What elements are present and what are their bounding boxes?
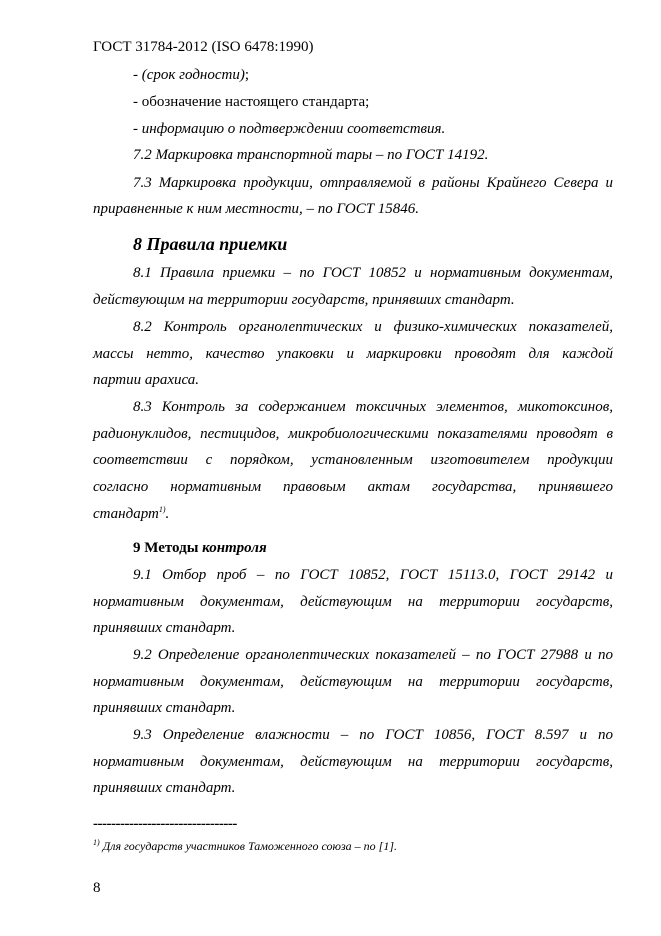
clause-9-2-line-3: принявших стандарт. [93, 700, 236, 716]
section-9-title-b: контроля [202, 540, 267, 556]
clause-7-2: 7.2 Маркировка транспортной тары – по ГОСТ 14192. [133, 147, 489, 163]
list-item-shelf-life-text: (срок годности) [141, 67, 245, 83]
clause-9-3-line-1: 9.3 Определение влажности – по ГОСТ 10856, ГОСТ 8.597 и по [133, 727, 613, 743]
clause-7-3-line-2: приравненные к ним местности, – по ГОСТ 15846. [93, 201, 420, 217]
list-item-conformity-info: - информацию о подтверждении соответствия. [133, 121, 446, 137]
clause-8-3-line-2: радионуклидов, пестицидов, микробиологическими показателями проводят в [93, 426, 613, 442]
clause-8-3-text-end: стандарт [93, 506, 159, 522]
footnote-separator: -------------------------------- [93, 816, 237, 832]
clause-8-3-line-3: соответствии с порядком, установленным изготовителем продукции [93, 452, 613, 468]
clause-9-3-line-2: нормативным документам, действующим на территории государств, [93, 754, 613, 770]
clause-9-1-line-3: принявших стандарт. [93, 620, 236, 636]
clause-7-3-line-1: 7.3 Маркировка продукции, отправляемой в районы Крайнего Севера и [133, 175, 613, 191]
footnote-text: Для государств участников Таможенного союза – по [1]. [99, 839, 397, 853]
footnote-reference: 1) [158, 505, 166, 514]
clause-9-2-line-1: 9.2 Определение органолептических показателей – по ГОСТ 27988 и по [133, 647, 613, 663]
clause-8-1-line-2: действующим на территории государств, принявших стандарт. [93, 292, 515, 308]
clause-8-3-period: . [165, 506, 170, 522]
clause-8-2-line-3: партии арахиса. [93, 372, 200, 388]
page-number: 8 [93, 880, 101, 896]
list-item-standard-designation: - обозначение настоящего стандарта; [133, 94, 370, 110]
section-9-title-a: 9 Методы [133, 540, 203, 556]
clause-9-3-line-3: принявших стандарт. [93, 780, 236, 796]
clause-8-1-line-1: 8.1 Правила приемки – по ГОСТ 10852 и нормативным документам, [133, 265, 613, 281]
list-item-shelf-life: - (срок годности); [133, 67, 250, 83]
section-9-title [133, 539, 267, 557]
clause-8-2-line-1: 8.2 Контроль органолептических и физико-химических показателей, [133, 319, 613, 335]
clause-9-2-line-2: нормативным документам, действующим на территории государств, [93, 674, 613, 690]
clause-8-3-line-4: согласно нормативным правовым актам государства, принявшего [93, 479, 613, 495]
section-8-title: 8 Правила приемки [133, 234, 288, 254]
clause-8-3-line-1: 8.3 Контроль за содержанием токсичных элементов, микотоксинов, [133, 399, 613, 415]
clause-8-3-line-5 [93, 505, 169, 523]
clause-9-1-line-1: 9.1 Отбор проб – по ГОСТ 10852, ГОСТ 15113.0, ГОСТ 29142 и [133, 567, 613, 583]
document-header: ГОСТ 31784-2012 (ISO 6478:1990) [93, 39, 314, 55]
footnote-mark: 1) [93, 838, 100, 847]
clause-9-1-line-2: нормативным документам, действующим на территории государств, [93, 594, 613, 610]
clause-8-2-line-2: массы нетто, качество упаковки и маркировки проводят для каждой [93, 346, 613, 362]
footnote [93, 838, 397, 854]
